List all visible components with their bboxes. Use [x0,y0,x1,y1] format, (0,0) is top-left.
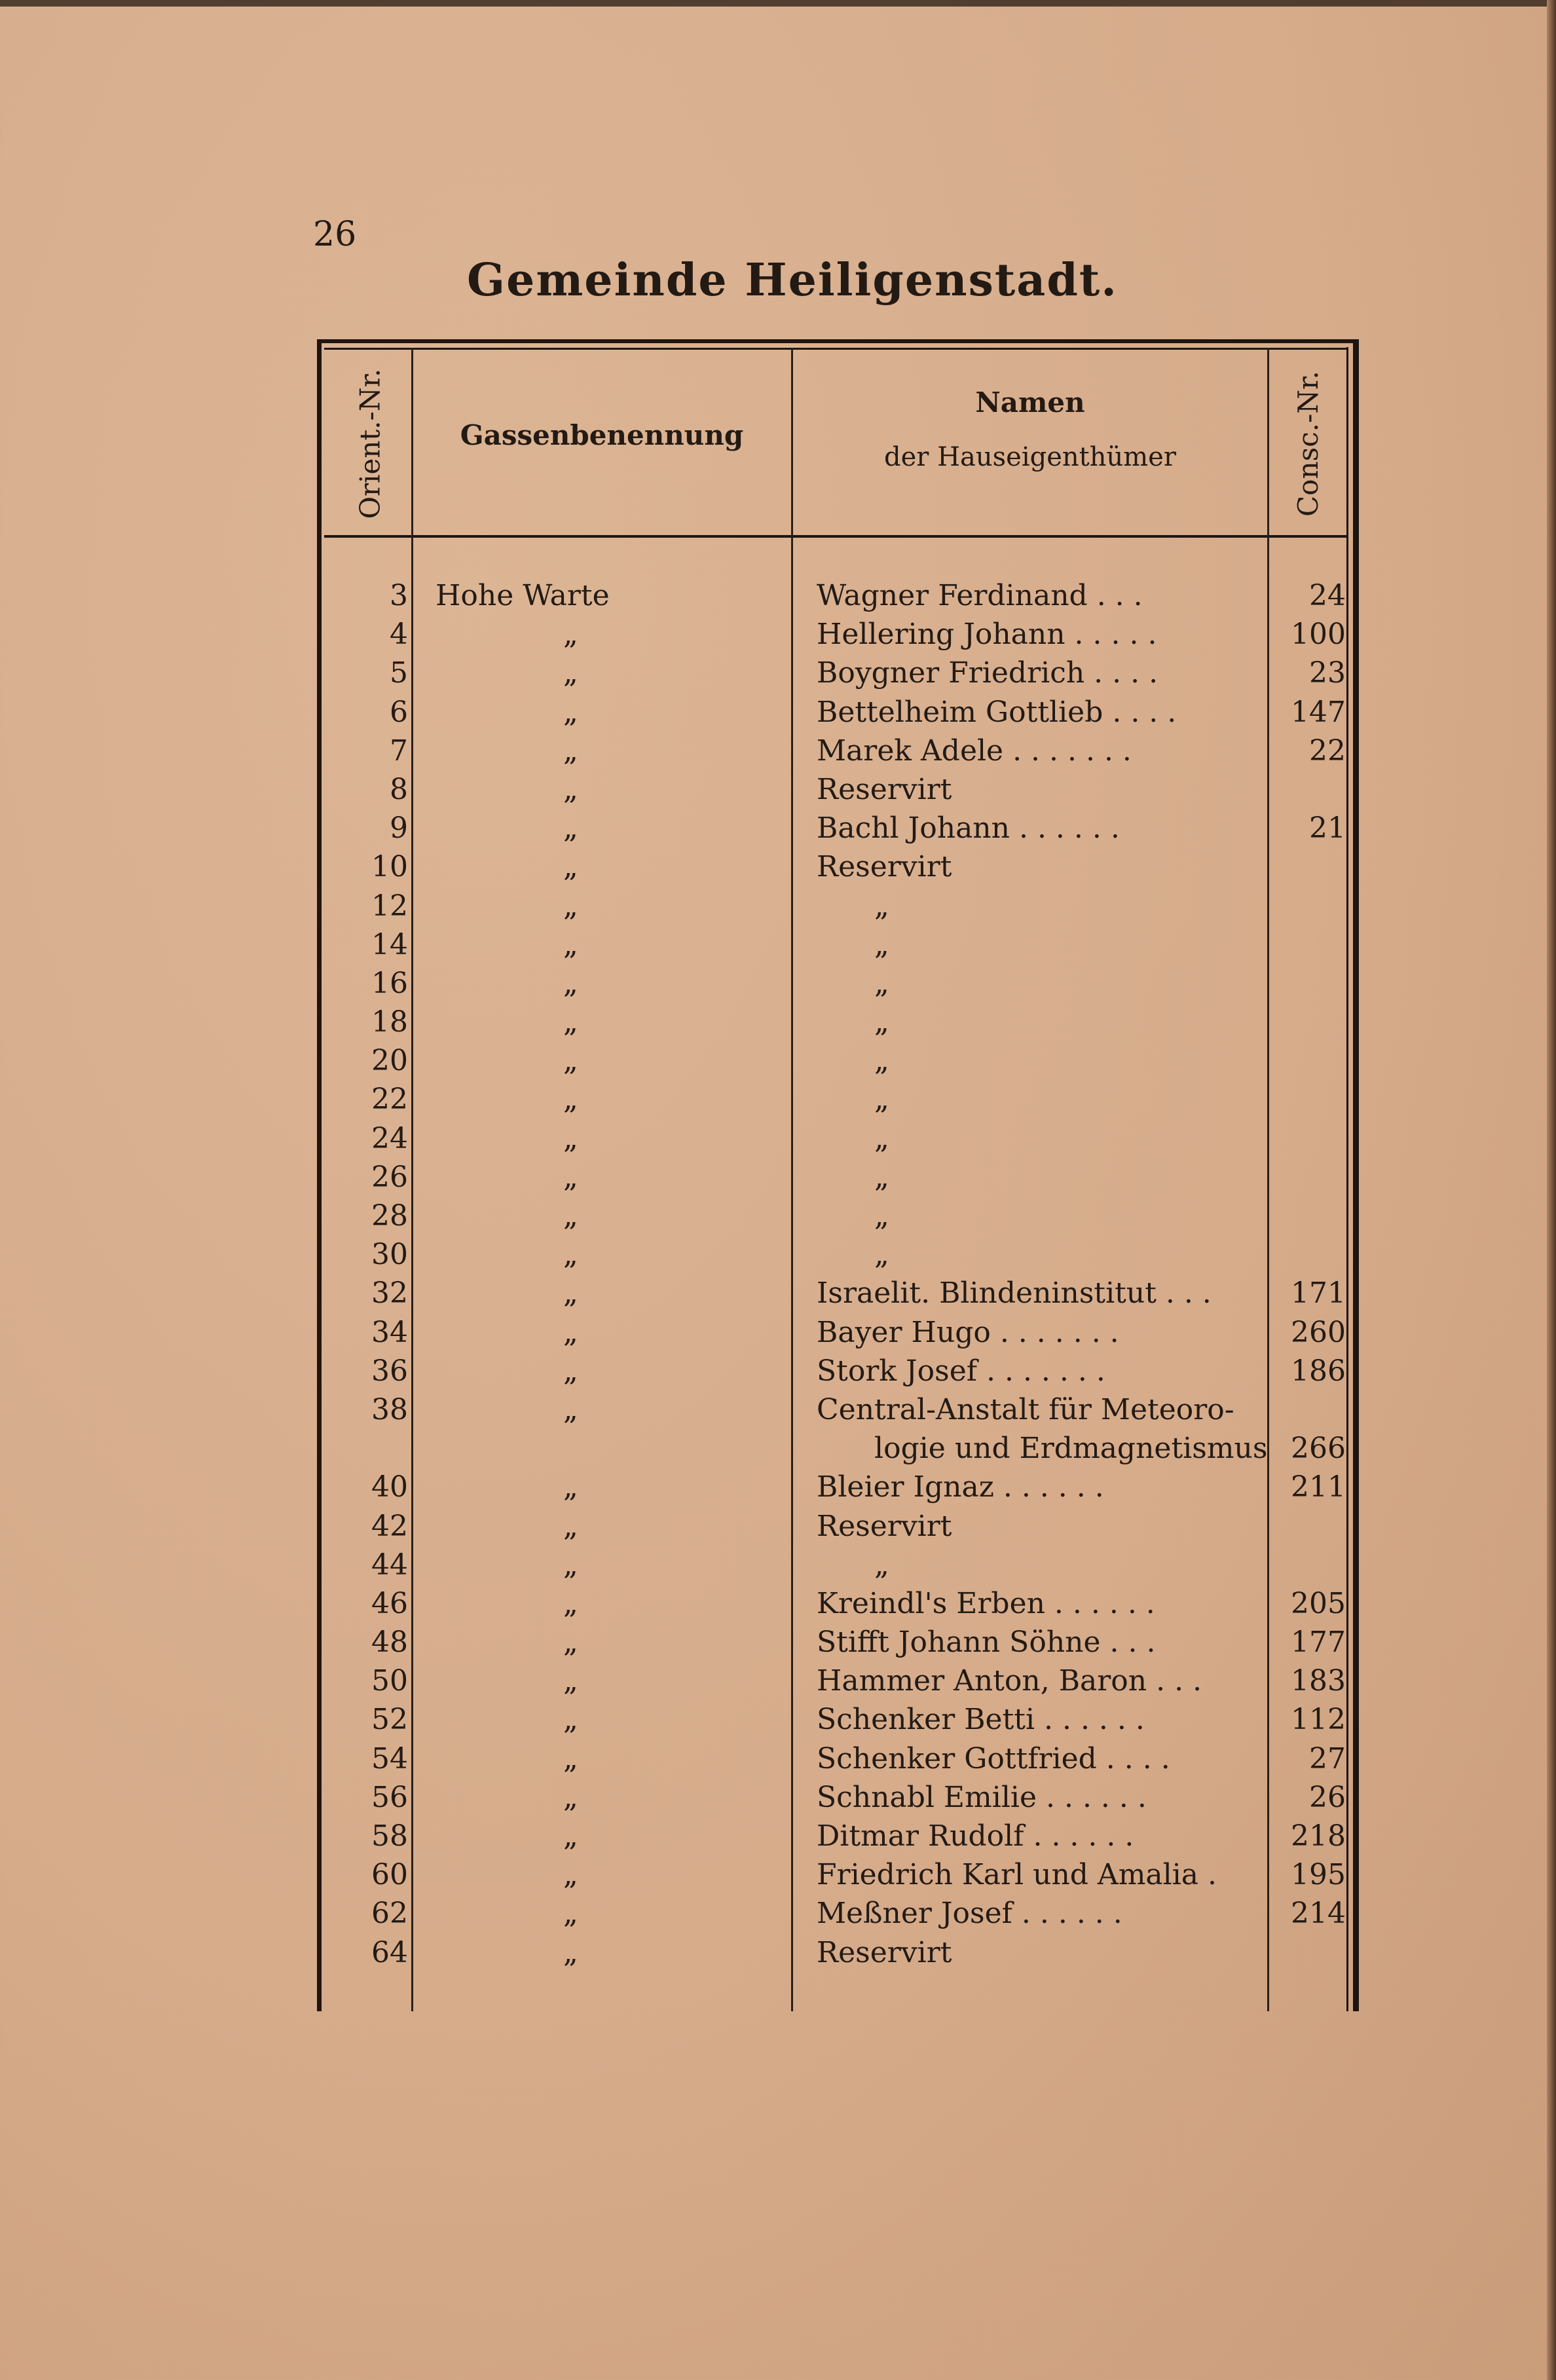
owner-name-cell: Bettelheim Gottlieb . . . . [817,695,1177,729]
orient-number-cell: 34 [371,1315,408,1349]
street-name-cell: „ [563,618,578,652]
owner-name-cell: Reservirt [817,1935,952,1969]
owner-name-cell: Reservirt [817,772,952,806]
consc-number-cell: 211 [1291,1470,1346,1504]
orient-number-cell: 48 [371,1626,408,1660]
street-name-cell: „ [563,811,578,846]
owner-name-cell: Marek Adele . . . . . . . [817,734,1132,768]
table-row [324,1894,1348,1933]
owner-name-cell: Hellering Johann . . . . . [817,618,1157,652]
consc-number-cell: 22 [1309,734,1346,768]
consc-number-cell: 24 [1309,579,1346,612]
street-name-cell: „ [563,1586,578,1620]
orient-number-cell: 64 [371,1935,408,1969]
table-row [324,809,1348,847]
orient-number-cell: 42 [371,1509,408,1543]
street-name-cell: „ [563,1392,578,1426]
street-name-cell: „ [563,1276,578,1311]
page-top-edge [0,0,1556,7]
table-row [324,1933,1348,1972]
orient-number-cell: 38 [371,1392,408,1426]
owner-name-cell: „ [874,889,889,923]
street-name-cell: „ [563,772,578,806]
consc-number-cell: 23 [1309,656,1346,690]
owner-name-cell: Bachl Johann . . . . . . [817,811,1120,846]
owner-name-cell: Friedrich Karl und Amalia . [817,1858,1217,1892]
street-name-cell: „ [563,1044,578,1078]
street-name-cell: „ [563,1160,578,1194]
table-row [324,1119,1348,1158]
owner-name-cell: Schnabl Emilie . . . . . . [817,1780,1147,1814]
page-number: 26 [313,215,357,254]
street-name-cell: „ [563,1121,578,1155]
table-row [324,1235,1348,1274]
orient-number-cell: 62 [371,1897,408,1931]
table-row [324,1507,1348,1546]
owner-name-cell: Reservirt [817,1509,952,1543]
consc-number-cell: 218 [1291,1819,1346,1853]
table-row [324,1041,1348,1080]
street-name-cell: „ [563,1199,578,1233]
street-name-cell: „ [563,1354,578,1388]
consc-number-cell: 195 [1291,1858,1346,1892]
table-row [324,615,1348,654]
owner-name-cell: „ [874,1238,889,1272]
street-name-cell: „ [563,1780,578,1814]
table-row [324,925,1348,964]
table-row [324,732,1348,770]
table-row [324,1274,1348,1312]
table-row [324,964,1348,1003]
table-row [324,847,1348,886]
street-name-cell: „ [563,1238,578,1272]
orient-number-cell: 56 [371,1780,408,1814]
consc-number-cell: 260 [1291,1315,1346,1349]
orient-number-cell: 50 [371,1664,408,1698]
street-name-cell: „ [563,1083,578,1117]
orient-number-cell: 28 [371,1199,408,1233]
table-row [324,1623,1348,1662]
table-frame-top-inner [324,348,1348,350]
orient-number-cell: 44 [371,1548,408,1582]
owner-name-cell: logie und Erdmagnetismus [874,1432,1268,1466]
table-row [324,1817,1348,1855]
street-name-cell: Hohe Warte [435,579,610,612]
street-name-cell: „ [563,695,578,729]
street-name-cell: „ [563,1548,578,1582]
street-name-cell: „ [563,1315,578,1349]
owner-name-cell: Bayer Hugo . . . . . . . [817,1315,1119,1349]
table-frame-left [317,339,322,2011]
orient-number-cell: 14 [371,927,408,961]
owner-name-cell: „ [874,1548,889,1582]
table-row [324,1429,1348,1468]
owner-name-cell: „ [874,1121,889,1155]
street-name-cell: „ [563,1509,578,1543]
orient-number-cell: 6 [390,695,408,729]
orient-number-cell: 30 [371,1238,408,1272]
owner-name-cell: Boygner Friedrich . . . . [817,656,1158,690]
orient-number-cell: 9 [390,811,408,846]
consc-number-cell: 21 [1309,811,1346,846]
owner-name-cell: „ [874,1005,889,1039]
consc-number-cell: 26 [1309,1780,1346,1814]
owner-name-cell: Bleier Ignaz . . . . . . [817,1470,1104,1504]
orient-number-cell: 26 [371,1160,408,1194]
header-orient-number [334,357,406,530]
owner-name-cell: Israelit. Blindeninstitut . . . [817,1276,1212,1311]
owner-name-cell: Wagner Ferdinand . . . [817,579,1143,612]
consc-number-cell: 205 [1291,1586,1346,1620]
orient-number-cell: 16 [371,966,408,1000]
orient-number-cell: 18 [371,1005,408,1039]
consc-number-cell: 177 [1291,1626,1346,1660]
orient-number-cell: 10 [371,850,408,884]
owner-name-cell: Hammer Anton, Baron . . . [817,1664,1202,1698]
table-row [324,1662,1348,1700]
table-row [324,887,1348,925]
orient-number-cell: 52 [371,1703,408,1737]
orient-number-cell: 12 [371,889,408,923]
street-name-cell: „ [563,1703,578,1737]
table-row [324,1739,1348,1778]
orient-number-cell: 4 [390,618,408,652]
table-row [324,1468,1348,1506]
owner-name-cell: Stifft Johann Söhne . . . [817,1626,1156,1660]
table-header-divider [324,535,1348,538]
street-name-cell: „ [563,656,578,690]
orient-number-cell: 40 [371,1470,408,1504]
table-row [324,1158,1348,1197]
orient-number-cell: 22 [371,1083,408,1117]
table-row [324,1584,1348,1623]
owner-name-cell: Stork Josef . . . . . . . [817,1354,1105,1388]
table-row [324,770,1348,809]
orient-number-cell: 20 [371,1044,408,1078]
owner-name-cell: „ [874,927,889,961]
consc-number-cell: 214 [1291,1897,1346,1931]
table-body [324,576,1348,1972]
orient-number-cell: 8 [390,772,408,806]
owner-name-cell: Kreindl's Erben . . . . . . [817,1586,1155,1620]
orient-number-cell: 46 [371,1586,408,1620]
consc-number-cell: 147 [1291,695,1346,729]
table-row [324,1546,1348,1584]
street-name-cell: „ [563,1005,578,1039]
consc-number-cell: 27 [1309,1741,1346,1776]
street-name-cell: „ [563,734,578,768]
consc-number-cell: 183 [1291,1664,1346,1698]
owner-name-cell: Schenker Gottfried . . . . [817,1741,1170,1776]
owner-name-cell: „ [874,966,889,1000]
table-row [324,1003,1348,1041]
header-owner-names: Namen [975,386,1085,418]
orient-number-cell: 3 [390,579,408,612]
table-row [324,693,1348,732]
orient-number-cell: 54 [371,1741,408,1776]
header-consc-label: Consc.-Nr. [1291,371,1324,517]
owner-name-cell: „ [874,1199,889,1233]
street-name-cell: „ [563,927,578,961]
street-name-cell: „ [563,850,578,884]
header-street-name: Gassenbenennung [460,419,744,451]
header-orient-label: Orient.-Nr. [354,368,386,519]
street-name-cell: „ [563,1741,578,1776]
orient-number-cell: 32 [371,1276,408,1311]
table-row [324,654,1348,692]
orient-number-cell: 5 [390,656,408,690]
street-name-cell: „ [563,1819,578,1853]
street-name-cell: „ [563,1626,578,1660]
owner-name-cell: „ [874,1083,889,1117]
orient-number-cell: 7 [390,734,408,768]
owner-name-cell: „ [874,1044,889,1078]
table-row [324,1080,1348,1119]
consc-number-cell: 266 [1291,1432,1346,1466]
table-row [324,1855,1348,1894]
street-name-cell: „ [563,1470,578,1504]
street-name-cell: „ [563,966,578,1000]
owner-name-cell: Reservirt [817,850,952,884]
owner-name-cell: „ [874,1160,889,1194]
table-row [324,1352,1348,1390]
street-name-cell: „ [563,889,578,923]
table-row [324,1390,1348,1429]
orient-number-cell: 24 [371,1121,408,1155]
table-row [324,576,1348,615]
page-title: Gemeinde Heiligenstadt. [467,254,1118,307]
street-name-cell: „ [563,1935,578,1969]
owner-name-cell: Ditmar Rudolf . . . . . . [817,1819,1134,1853]
street-name-cell: „ [563,1664,578,1698]
orient-number-cell: 36 [371,1354,408,1388]
street-name-cell: „ [563,1858,578,1892]
table-row [324,1700,1348,1739]
table-row [324,1313,1348,1352]
consc-number-cell: 112 [1291,1703,1346,1737]
header-owner-names-subtitle: der Hauseigenthümer [884,442,1176,472]
table-row [324,1778,1348,1817]
consc-number-cell: 186 [1291,1354,1346,1388]
orient-number-cell: 60 [371,1858,408,1892]
consc-number-cell: 100 [1291,618,1346,652]
orient-number-cell: 58 [371,1819,408,1853]
table-frame-top [317,339,1359,343]
header-consc-number [1272,357,1344,530]
owner-name-cell: Central-Anstalt für Meteoro- [817,1392,1234,1426]
consc-number-cell: 171 [1291,1276,1346,1311]
owner-name-cell: Schenker Betti . . . . . . [817,1703,1145,1737]
owner-name-cell: Meßner Josef . . . . . . [817,1897,1122,1931]
table-row [324,1197,1348,1235]
street-name-cell: „ [563,1897,578,1931]
